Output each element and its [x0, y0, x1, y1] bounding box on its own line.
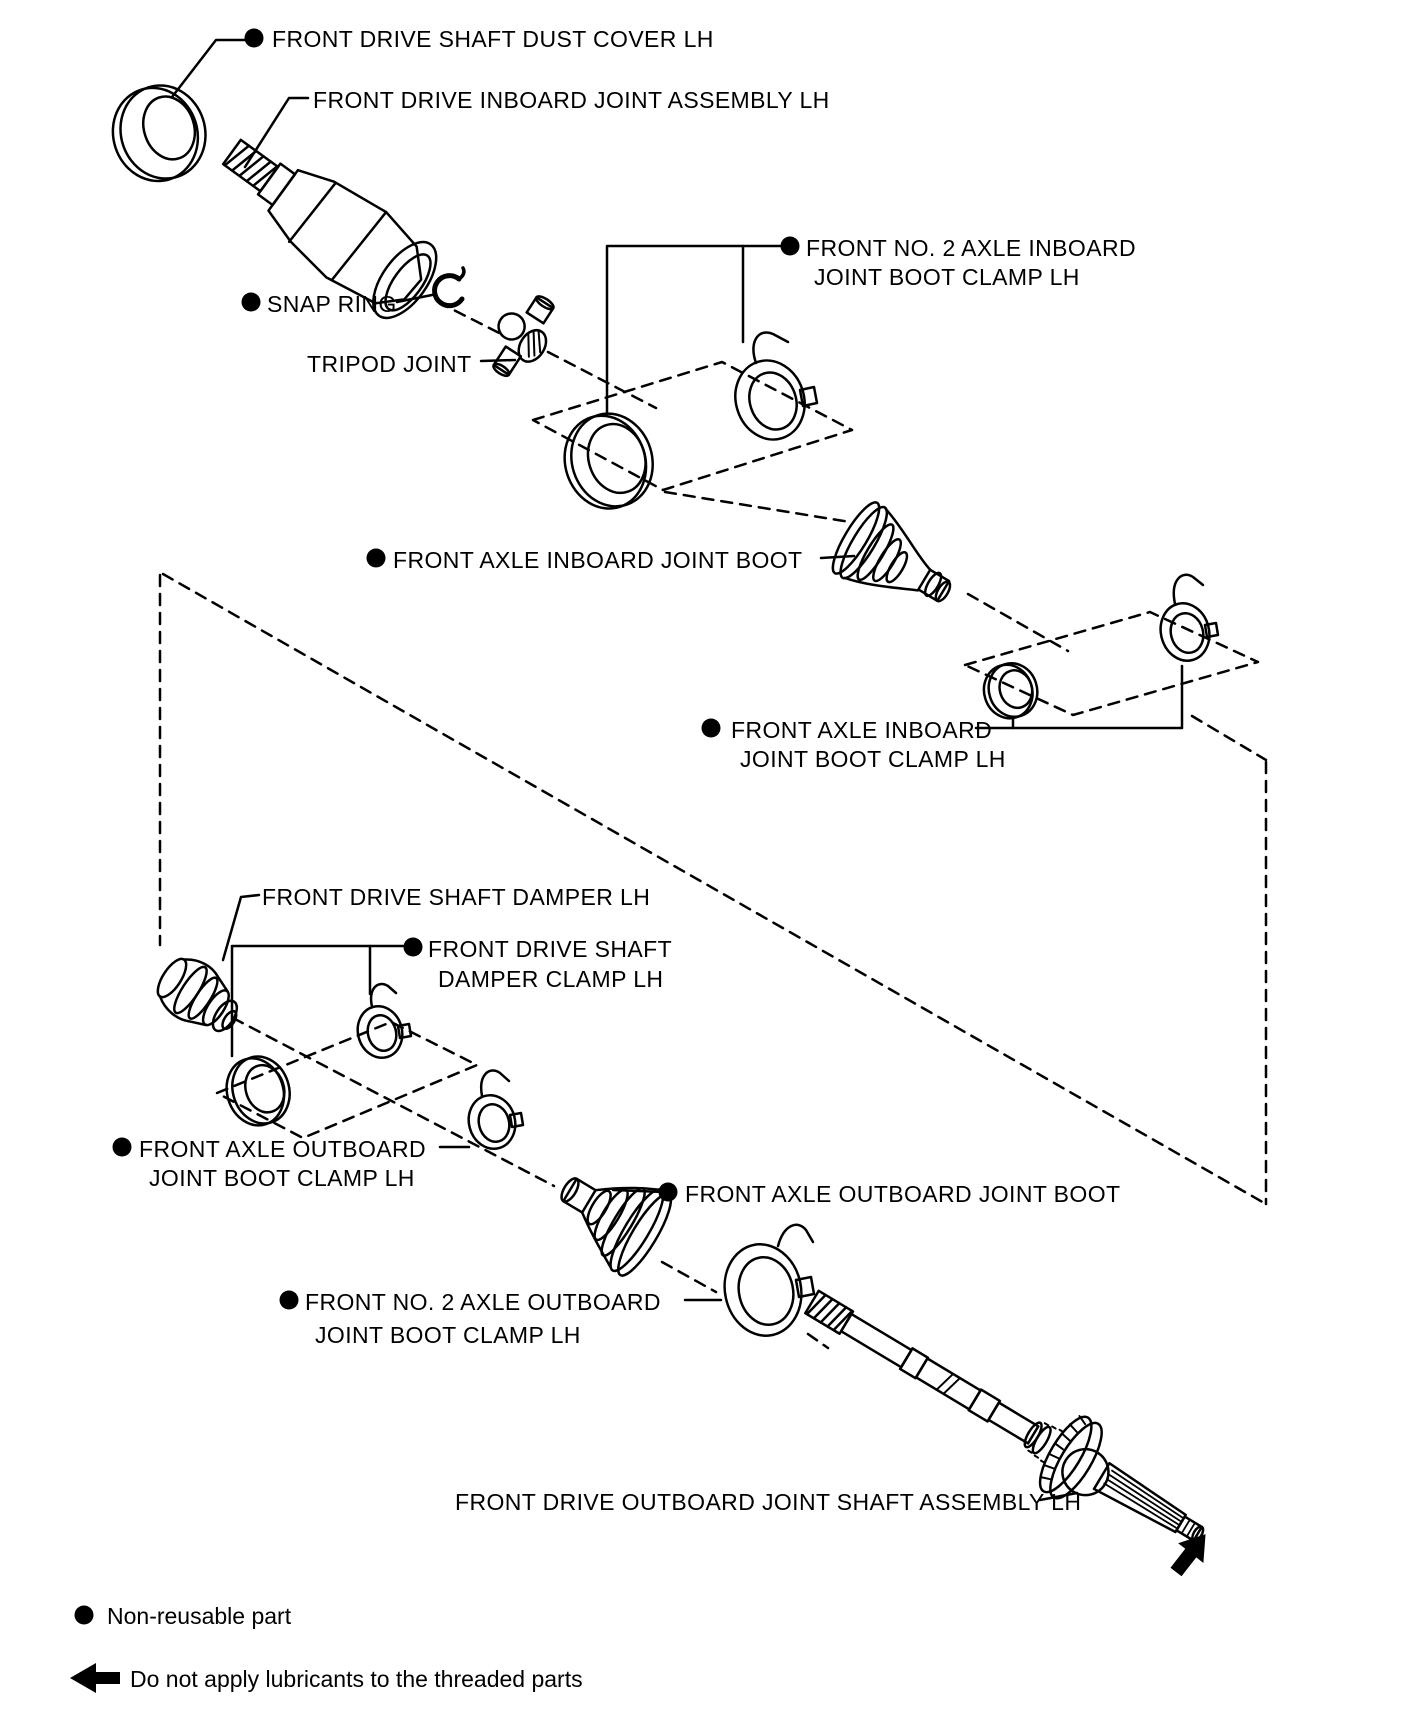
- no2-inboard-clamp-tab-part: [725, 332, 817, 448]
- label-inboard-boot: FRONT AXLE INBOARD JOINT BOOT: [393, 547, 803, 573]
- non-reusable-bullet: [75, 1606, 94, 1625]
- label-outboard-clamp-line2: JOINT BOOT CLAMP LH: [149, 1165, 415, 1191]
- inboard-boot-part: [825, 497, 968, 628]
- snap-ring-part: [435, 268, 464, 306]
- non-reusable-bullet: [113, 1138, 132, 1157]
- label-snap-ring: SNAP RING: [267, 291, 397, 317]
- outboard-boot-part: [541, 1147, 679, 1282]
- non-reusable-bullets: [75, 29, 803, 1625]
- legend-non-reusable: Non-reusable part: [107, 1603, 292, 1629]
- non-reusable-bullet: [280, 1291, 299, 1310]
- non-reusable-bullet: [367, 549, 386, 568]
- outboard-shaft-assembly-part: [790, 1265, 1223, 1573]
- label-dust-cover: FRONT DRIVE SHAFT DUST COVER LH: [272, 26, 714, 52]
- label-damper-clamp-line2: DAMPER CLAMP LH: [438, 966, 664, 992]
- label-no2-inboard-clamp-line2: JOINT BOOT CLAMP LH: [814, 264, 1080, 290]
- label-damper: FRONT DRIVE SHAFT DAMPER LH: [262, 884, 651, 910]
- label-damper-clamp-line1: FRONT DRIVE SHAFT: [428, 936, 673, 962]
- label-tripod-joint: TRIPOD JOINT: [307, 351, 472, 377]
- label-no2-inboard-clamp-line1: FRONT NO. 2 AXLE INBOARD: [806, 235, 1136, 261]
- inboard-boot-clamp-ring-part: [977, 657, 1044, 725]
- non-reusable-bullet: [245, 29, 264, 48]
- no-lubricant-legend-arrow-icon: [70, 1663, 120, 1693]
- damper-clamp-part: [352, 984, 411, 1063]
- non-reusable-bullet: [702, 719, 721, 738]
- label-no2-outboard-clamp-line2: JOINT BOOT CLAMP LH: [315, 1322, 581, 1348]
- label-outboard-clamp-line1: FRONT AXLE OUTBOARD: [139, 1136, 427, 1162]
- no-lubricant-arrow-icon: [1163, 1524, 1218, 1582]
- dust-cover-part: [101, 74, 218, 192]
- non-reusable-bullet: [659, 1183, 678, 1202]
- label-no2-outboard-clamp-line1: FRONT NO. 2 AXLE OUTBOARD: [305, 1289, 661, 1315]
- legend-no-lubricant: Do not apply lubricants to the threaded parts: [130, 1666, 583, 1692]
- non-reusable-bullet: [781, 237, 800, 256]
- non-reusable-bullet: [404, 938, 423, 957]
- outboard-clamp-plate: [217, 1022, 477, 1138]
- label-inboard-clamp-line2: JOINT BOOT CLAMP LH: [740, 746, 1006, 772]
- inboard-boot-clamp-tab-part: [1154, 575, 1218, 666]
- outboard-clamp-ring-part: [218, 1049, 298, 1133]
- label-inboard-joint-assembly: FRONT DRIVE INBOARD JOINT ASSEMBLY LH: [313, 87, 830, 113]
- no2-outboard-clamp-part: [716, 1225, 814, 1343]
- no2-inboard-clamp-ring-part: [553, 403, 665, 519]
- outboard-clamp-tab-part: [463, 1071, 523, 1154]
- tripod-joint-part: [476, 284, 568, 387]
- non-reusable-bullet: [242, 293, 261, 312]
- damper-part: [148, 948, 252, 1044]
- label-outboard-boot: FRONT AXLE OUTBOARD JOINT BOOT: [685, 1181, 1121, 1207]
- label-outboard-shaft-assembly: FRONT DRIVE OUTBOARD JOINT SHAFT ASSEMBLY LH: [455, 1489, 1082, 1515]
- label-inboard-clamp-line1: FRONT AXLE INBOARD: [731, 717, 993, 743]
